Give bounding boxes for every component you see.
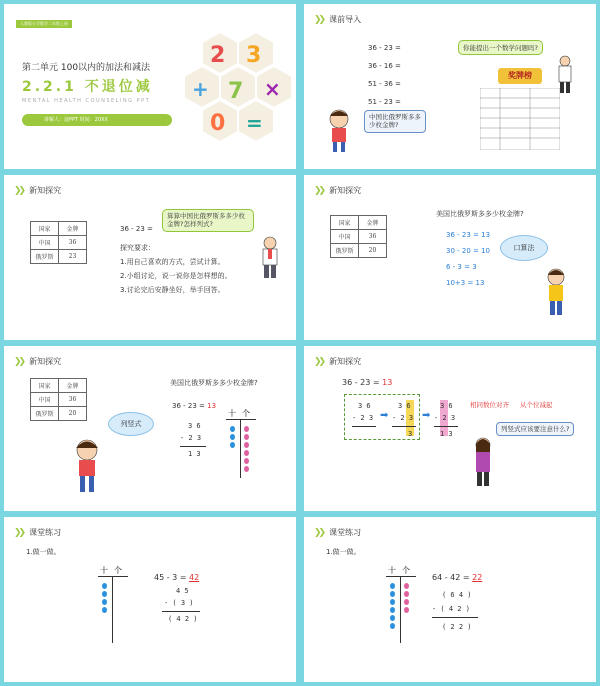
- subtitle: MENTAL HEALTH COUNSELING PPT: [22, 98, 151, 104]
- svg-text:7: 7: [228, 79, 244, 104]
- equation-text: 36 - 23 =: [342, 378, 383, 387]
- header-title: 课堂练习: [29, 528, 62, 537]
- abacus-rod: [400, 577, 401, 643]
- abacus-top-line: [226, 419, 256, 420]
- table-cell: 36: [359, 230, 387, 244]
- step-1-text: 36 - 23 =: [446, 231, 482, 239]
- child-figure: [542, 267, 570, 317]
- equation-answer: 22: [472, 573, 483, 582]
- bead: [244, 450, 249, 456]
- bead: [102, 607, 107, 613]
- svg-text:2: 2: [210, 43, 226, 68]
- abacus-rod: [112, 577, 113, 643]
- arrow-icon: ➡: [422, 410, 431, 421]
- vertical-top: 3 6: [188, 422, 201, 430]
- vertical-line: [180, 446, 206, 447]
- lesson-title: 2.2.1 不退位减: [22, 79, 153, 95]
- v1-top: 3 6: [358, 402, 371, 410]
- bead: [244, 442, 249, 448]
- step-1-result: 13: [481, 231, 491, 239]
- abacus-ones-label: 个: [242, 409, 250, 418]
- svg-text:+: +: [192, 77, 209, 101]
- svg-text:3: 3: [246, 43, 262, 68]
- svg-text:0: 0: [210, 111, 226, 136]
- vertical-line: [432, 617, 478, 618]
- vertical-sub: - ( 4 2 ): [432, 605, 470, 613]
- slide-header: [14, 356, 61, 367]
- chevron-icon: ❯❯: [314, 356, 324, 367]
- chevron-icon: ❯❯: [14, 185, 24, 196]
- chevron-icon: ❯❯: [314, 185, 324, 196]
- abacus: [386, 565, 416, 643]
- bead: [230, 442, 235, 448]
- medal-table: [30, 378, 87, 421]
- top-tag: 人教版小学数学二年级上册: [16, 20, 72, 28]
- bead: [390, 607, 395, 613]
- v3-result: 1 3: [440, 430, 453, 438]
- abacus-top-line: [98, 576, 128, 577]
- header-title: 新知探究: [329, 357, 362, 366]
- requirements-title: 探究要求：: [120, 244, 155, 252]
- bead: [404, 599, 409, 605]
- bead: [244, 426, 249, 432]
- abacus: [98, 565, 128, 643]
- bead: [404, 591, 409, 597]
- vertical-top: 4 5: [176, 587, 189, 595]
- abacus-ones-label: 个: [114, 566, 122, 575]
- table-cell: 金牌: [359, 216, 387, 230]
- vertical-result: ( 4 2 ): [168, 615, 198, 623]
- child-figure: [324, 108, 354, 154]
- cloud-label: 口算法: [500, 235, 548, 261]
- slide-7-practice[interactable]: [4, 517, 296, 682]
- equation-text: 64 - 42 =: [432, 573, 473, 582]
- slide-header: [314, 185, 361, 196]
- arrow-icon: ➡: [380, 410, 389, 421]
- v2-line: [392, 426, 416, 427]
- teacher-figure: [258, 235, 282, 279]
- vertical-result: ( 2 2 ): [442, 623, 472, 631]
- slide-4-mental-math[interactable]: [304, 175, 596, 340]
- child-bubble: 中国比俄罗斯多多少枚金牌?: [364, 110, 426, 133]
- table-cell: 俄罗斯: [331, 244, 359, 258]
- presenter-bar: [22, 114, 172, 126]
- table-cell: 中国: [31, 236, 59, 250]
- bead: [390, 615, 395, 621]
- bead: [244, 466, 249, 472]
- table-cell: 金牌: [59, 379, 87, 393]
- question-bubble: 列竖式应该要注意什么?: [496, 422, 574, 436]
- table-cell: 20: [359, 244, 387, 258]
- medal-sign: 奖牌榜: [498, 68, 542, 84]
- requirement-3: 3.讨论完后安静坐好，举手回答。: [120, 286, 225, 294]
- vertical-sub: - 2 3: [180, 434, 202, 442]
- abacus-ones-label: 个: [402, 566, 410, 575]
- table-cell: 中国: [331, 230, 359, 244]
- header-title: 新知探究: [29, 186, 62, 195]
- requirement-1: 1.用自己喜欢的方式，尝试计算。: [120, 258, 225, 266]
- bead: [102, 591, 107, 597]
- problem-1: 36 - 23 =: [368, 44, 401, 52]
- bead: [244, 434, 249, 440]
- bead: [230, 426, 235, 432]
- task-label: 1.做一做。: [326, 548, 361, 556]
- chevron-icon: ❯❯: [314, 14, 324, 25]
- medal-table-grid: [480, 88, 560, 150]
- header-title: 新知探究: [29, 357, 62, 366]
- slide-6-vertical-steps[interactable]: [304, 346, 596, 511]
- bead: [390, 599, 395, 605]
- table-cell: 36: [59, 393, 87, 407]
- unit-title: 第二单元 100以内的加法和减法: [22, 63, 151, 73]
- table-cell: 国家: [31, 222, 59, 236]
- hexagon-number-art: [180, 22, 292, 162]
- step-3: 6 - 3 = 3: [446, 263, 477, 271]
- vertical-result: 1 3: [188, 450, 201, 458]
- bead: [244, 458, 249, 464]
- equation-text: 45 - 3 =: [154, 573, 190, 582]
- abacus-tens-label: 十: [100, 566, 108, 575]
- task-label: 1.做一做。: [26, 548, 61, 556]
- step-1: [446, 231, 490, 239]
- v3-line: [434, 426, 458, 427]
- equation-text: 36 - 23 =: [172, 402, 208, 410]
- bead: [404, 607, 409, 613]
- chevron-icon: ❯❯: [314, 527, 324, 538]
- equation: 36 - 23 =: [120, 225, 153, 233]
- slide-header: [314, 527, 361, 538]
- table-cell: 国家: [31, 379, 59, 393]
- slide-header: [314, 14, 361, 25]
- chevron-icon: ❯❯: [14, 356, 24, 367]
- table-cell: 中国: [31, 393, 59, 407]
- problem-4: 51 - 23 =: [368, 98, 401, 106]
- slide-header: [14, 185, 61, 196]
- table-cell: 国家: [331, 216, 359, 230]
- child-figure: [70, 438, 104, 494]
- bead: [102, 599, 107, 605]
- vertical-top: ( 6 4 ): [442, 591, 472, 599]
- slide-5-vertical[interactable]: [4, 346, 296, 511]
- equation: [342, 378, 392, 387]
- table-cell: 俄罗斯: [31, 250, 59, 264]
- slide-3-explore[interactable]: [4, 175, 296, 340]
- vertical-sub: - ( 3 ): [164, 599, 194, 607]
- problem-3: 51 - 36 =: [368, 80, 401, 88]
- equation-result: 13: [207, 402, 217, 410]
- svg-text:×: ×: [264, 77, 281, 101]
- header-title: 课前导入: [329, 15, 362, 24]
- requirement-2: 2.小组讨论，说一说你是怎样想的。: [120, 272, 232, 280]
- v2-result: 3: [408, 430, 413, 438]
- note-1: 相同数位对齐: [470, 401, 509, 409]
- slide-header: [314, 356, 361, 367]
- abacus-tens-label: 十: [388, 566, 396, 575]
- bead: [390, 591, 395, 597]
- medal-table: [330, 215, 387, 258]
- vertical-line: [162, 611, 200, 612]
- bead: [102, 583, 107, 589]
- slide-1-title[interactable]: [4, 4, 296, 169]
- presenter-text: 讲解人：途PPT 时间：20XX: [44, 117, 108, 123]
- abacus-top-line: [386, 576, 416, 577]
- teacher-figure: [470, 436, 496, 488]
- table-cell: 20: [59, 407, 87, 421]
- v3-sub: - 2 3: [434, 414, 456, 422]
- equation-result: 13: [382, 378, 393, 387]
- header-title: 课堂练习: [329, 528, 362, 537]
- cloud-label: 列竖式: [108, 412, 154, 436]
- header-title: 新知探究: [329, 186, 362, 195]
- v1-line: [352, 426, 376, 427]
- bead: [390, 583, 395, 589]
- equation: [432, 573, 482, 582]
- bead: [230, 434, 235, 440]
- abacus-tens-label: 十: [228, 409, 236, 418]
- table-cell: 36: [59, 236, 87, 250]
- question-bubble: 算算中国比俄罗斯多多少枚金牌?怎样列式?: [162, 209, 254, 232]
- bead: [390, 623, 395, 629]
- v3-top: 3 6: [440, 402, 453, 410]
- equation-answer: 42: [189, 573, 200, 582]
- slide-2-intro[interactable]: [304, 4, 596, 169]
- table-cell: 金牌: [59, 222, 87, 236]
- abacus: [226, 408, 256, 478]
- note-2: 从个位减起: [520, 401, 553, 409]
- question: 美国比俄罗斯多多少枚金牌?: [170, 379, 258, 387]
- slide-header: [14, 527, 61, 538]
- slide-8-practice[interactable]: [304, 517, 596, 682]
- table-cell: 俄罗斯: [31, 407, 59, 421]
- abacus-rod: [240, 420, 241, 478]
- bead: [404, 583, 409, 589]
- question-bubble: 你能提出一个数学问题吗?: [458, 40, 543, 55]
- chevron-icon: ❯❯: [14, 527, 24, 538]
- medal-table: [30, 221, 87, 264]
- problem-2: 36 - 16 =: [368, 62, 401, 70]
- v2-top: 3 6: [398, 402, 411, 410]
- equation: [154, 573, 199, 582]
- equation: [172, 402, 216, 410]
- step-4: 10+3 = 13: [446, 279, 485, 287]
- v1-sub: - 2 3: [352, 414, 374, 422]
- table-cell: 23: [59, 250, 87, 264]
- svg-text:=: =: [246, 111, 263, 135]
- question: 美国比俄罗斯多多少枚金牌?: [436, 210, 524, 218]
- medal-table-image: [480, 68, 560, 150]
- step-2: 30 - 20 = 10: [446, 247, 491, 255]
- v2-sub: - 2 3: [392, 414, 414, 422]
